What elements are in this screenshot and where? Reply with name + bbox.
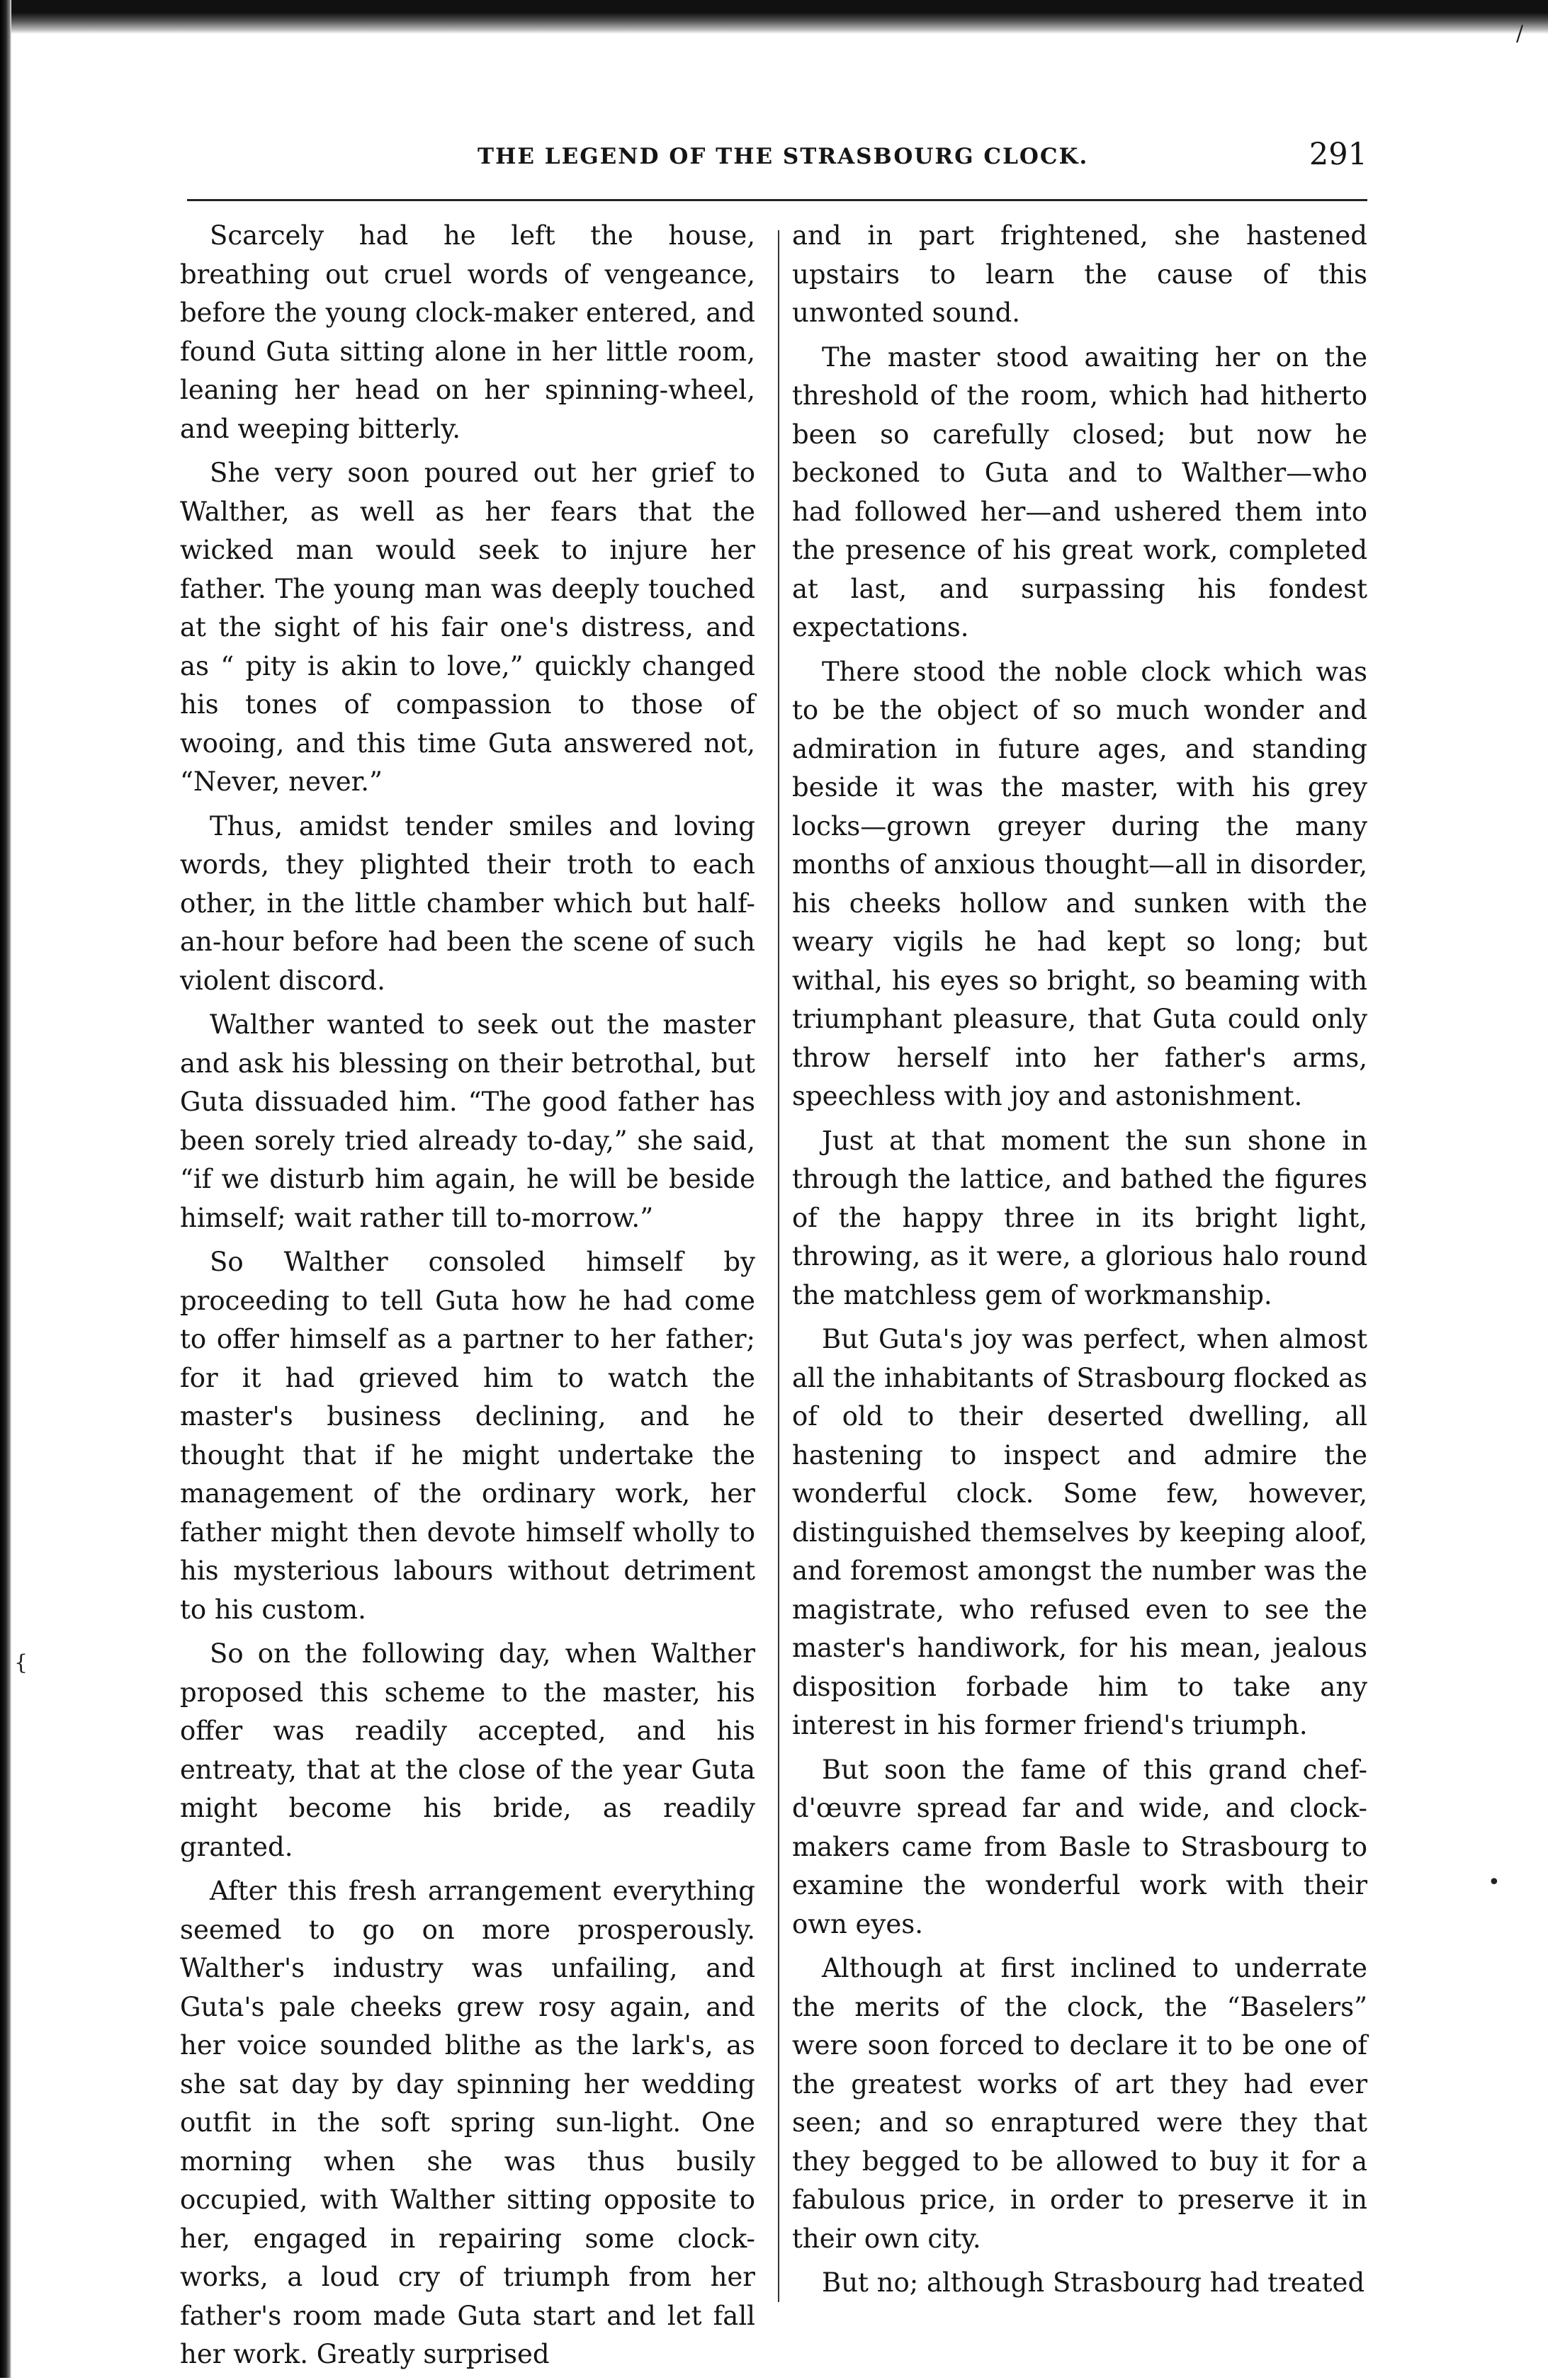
paragraph: There stood the noble clock which was to be the object of so much wonder and admiration in future ages, and standing beside it was the master, with his grey locks—grown greyer during the many months of anxious thought—all in disorder, his cheeks hollow and sunken with the weary vigils he had kept so long; but withal, his eyes so bright, so beaming with triumphant pleasure, that Guta could only throw herself into her father's arms, speechless with joy and astonishment. (792, 656, 1367, 1111)
paragraph: Thus, amidst tender smiles and loving words, they plighted their troth to each other, in the little chamber which but half-an-hour before had been the scene of such violent discord. (180, 810, 755, 996)
page-number: 291 (1309, 137, 1367, 172)
paragraph: Scarcely had he left the house, breathing out cruel words of vengeance, before the young clock-maker entered, and found Guta sitting alone in her little room, leaning her head on her spinning-wheel, and weeping bitterly. (180, 220, 755, 444)
paragraph: Just at that moment the sun shone in through the lattice, and bathed the figures of the happy three in its bright light, throwing, as it were, a glorious halo round the matchless gem of workmanship. (792, 1125, 1367, 1310)
scan-mark: • (1488, 1870, 1501, 1895)
page-header (187, 137, 1367, 186)
scan-mark: / (1516, 21, 1524, 46)
header-rule (187, 199, 1367, 201)
scan-mark: { (14, 1650, 28, 1675)
paragraph: Although at first inclined to underrate the merits of the clock, the “Baselers” were soon forced to declare it to be one of the greatest works of art they had ever seen; and so enraptured were they that they begged to be allowed to buy it for a fabulous price, in order to preserve it in their own city. (792, 1953, 1367, 2254)
paragraph: But soon the fame of this grand chef-d'œuvre spread far and wide, and clock-makers came from Basle to Strasbourg to examine the wonderful work with their own eyes. (792, 1754, 1367, 1939)
running-title: THE LEGEND OF THE STRASBOURG CLOCK. (478, 144, 1089, 169)
paragraph: She very soon poured out her grief to Walther, as well as her fears that the wicked man would seek to injure her father. The young man was deeply touched at the sight of his fair one's distress, and as “ pity is akin to love,” quickly changed his tones of compassion to those of wooing, and this time Guta answered not, “Never, never.” (180, 458, 755, 797)
paragraph: But Guta's joy was perfect, when almost all the inhabitants of Strasbourg flocked as of old to their deserted dwelling, all hastening to inspect and admire the wonderful clock. Some few, however, distinguished themselves by keeping aloof, and foremost amongst the number was the magistrate, who refused even to see the master's handiwork, for his mean, jealous disposition forbade him to take any interest in his former friend's triumph. (792, 1324, 1367, 1740)
paragraph: The master stood awaiting her on the threshold of the room, which had hitherto been so carefully closed; but now he beckoned to Guta and to Walther—who had followed her—and ushered them into the presence of his great work, completed at last, and surpassing his fondest expectations. (792, 341, 1367, 642)
paragraph: After this fresh arrangement everything seemed to go on more prosperously. Walther's industry was unfailing, and Guta's pale cheeks grew rosy again, and her voice sounded blithe as the lark's, as she sat day by day spinning her wedding outfit in the soft spring sun-light. One morning when she was thus busily occupied, with Walther sitting opposite to her, engaged in repairing some clock-works, a loud cry of triumph from her father's room made Guta start and let fall her work. Greatly surprised (180, 1876, 755, 2369)
scan-left-edge (0, 0, 11, 2378)
left-column (180, 217, 755, 2380)
paragraph: So on the following day, when Walther proposed this scheme to the master, his offer was readily accepted, and his entreaty, that at the close of the year Guta might become his bride, as readily granted. (180, 1638, 755, 1862)
column-divider (778, 230, 779, 2302)
paragraph: So Walther consoled himself by proceeding to tell Guta how he had come to offer himself as a partner to her father; for it had grieved him to watch the master's business declining, and he thought that if he might undertake the management of the ordinary work, her father might then devote himself wholly to his mysterious labours without detriment to his custom. (180, 1247, 755, 1625)
paragraph: Walther wanted to seek out the master and ask his blessing on their betrothal, but Guta dissuaded him. “The good father has been sorely tried already to-day,” she said, “if we disturb him again, he will be beside himself; wait rather till to-morrow.” (180, 1009, 755, 1233)
paragraph: But no; although Strasbourg had treated (822, 2267, 1365, 2298)
scan-top-border (0, 0, 1548, 34)
right-column (792, 217, 1367, 2308)
paragraph-continuation: and in part frightened, she hastened upstairs to learn the cause of this unwonted sound. (792, 220, 1367, 328)
